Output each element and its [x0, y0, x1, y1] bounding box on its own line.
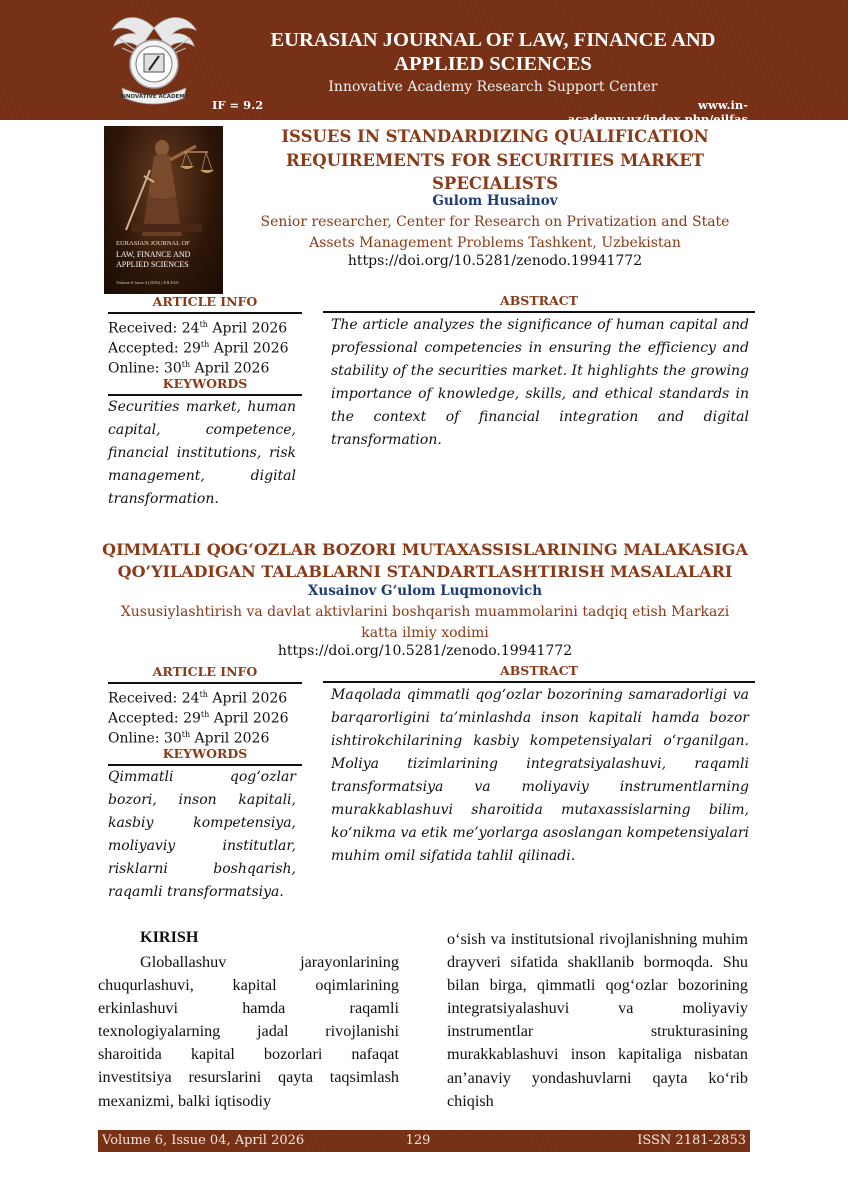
author-affiliation-uz: Xususiylashtirish va davlat aktivlarini boshqarish muammolarini tadqiq etish Markazi katta ilmiy xodimi — [120, 604, 730, 641]
footer-issn: ISSN 2181-2853 — [637, 1133, 746, 1148]
lady-justice-illustration — [104, 126, 223, 238]
svg-text:INNOVATIVE ACADEMY: INNOVATIVE ACADEMY — [119, 94, 189, 100]
page-number: 129 — [405, 1133, 431, 1148]
page-footer — [98, 1130, 750, 1152]
divider — [323, 311, 755, 313]
abstract-uz: Maqolada qimmatli qog‘ozlar bozorining samaradorligi va barqarorligini ta’minlashda inson kapitali hamda bozor ishtirokchilarining kasbiy kompetensiyalari o‘rganilgan. Moliya tizimlarining integratsiyalashuvi, raqamli transformatsiya va moliyaviy instrumentlarning murakkablashuvi sharoitida mutaxassislarning bilim, ko‘nikma va etik me’yorlarga asoslangan kompetensiyalari muhim omil sifatida tahlil qilinadi. — [331, 687, 749, 864]
abstract-label-uz: ABSTRACT — [500, 663, 578, 678]
journal-title: EURASIAN JOURNAL OF LAW, FINANCE AND APPLIED SCIENCES — [270, 29, 716, 75]
accepted-date-uz: Accepted: 29th April 2026 — [108, 710, 289, 727]
keywords-en: Securities market, human capital, competence, financial institutions, risk management, digital transformation. — [108, 399, 296, 507]
journal-website-link[interactable]: www.in-academy.uz/index.php/ejlfas — [567, 98, 748, 126]
body-column-right: o‘sish va institutsional rivojlanishning muhim drayveri sifatida shakllanib bormoqda. Shu bilan birga, qimmatli qog‘ozlar bozorining integratsiyalashuvi va moliyaviy instrumentlar strukturasining murakkablashuvi inson kapitaliga nisbatan an’anaviy yondashuvlarni qayta ko‘rib chiqish — [447, 930, 748, 1110]
publisher-name: Innovative Academy Research Support Center — [328, 79, 658, 95]
article-title-en: ISSUES IN STANDARDIZING QUALIFICATION REQUIREMENTS FOR SECURITIES MARKET SPECIALISTS — [281, 127, 709, 193]
journal-cover-image — [104, 126, 223, 294]
divider — [108, 312, 302, 314]
cover-journal-label: EURASIAN JOURNAL OF — [116, 240, 190, 247]
divider — [108, 682, 302, 684]
divider — [323, 681, 755, 683]
keywords-uz: Qimmatli qog‘ozlar bozori, inson kapitali, kasbiy kompetensiya, moliyaviy institutlar, risklarni boshqarish, raqamli transformatsiya. — [108, 769, 296, 900]
body-column-left: Globallashuv jarayonlarining chuqurlashuvi, kapital oqimlarining erkinlashuvi hamda raqamli texnologiyalarning jadal rivojlanishi sharoitida kapital bozorlari nafaqat investitsiya resurslarini qayta taqsimlash mexanizmi, balki iqtisodiy — [98, 953, 399, 1110]
author-affiliation-en: Senior researcher, Center for Research on Privatization and State Assets Management Problems Tashkent, Uzbekistan — [260, 214, 730, 251]
abstract-en: The article analyzes the significance of human capital and professional competencies in ensuring the efficiency and stability of the securities market. It highlights the growing importance of knowledge, skills, and ethical standards in the context of financial integration and digital transformation. — [331, 317, 749, 448]
online-date-uz: Online: 30th April 2026 — [108, 730, 270, 747]
impact-factor: IF = 9.2 — [212, 98, 264, 112]
author-name-en: Gulom Husainov — [432, 193, 558, 209]
section-heading-kirish: KIRISH — [140, 928, 199, 946]
doi-link-uz[interactable]: https://doi.org/10.5281/zenodo.19941772 — [277, 643, 573, 659]
received-date-uz: Received: 24th April 2026 — [108, 690, 288, 707]
received-date-en: Received: 24th April 2026 — [108, 320, 288, 337]
accepted-date-en: Accepted: 29th April 2026 — [108, 340, 289, 357]
author-name-uz: Xusainov G‘ulom Luqmonovich — [307, 583, 543, 599]
keywords-label-uz: KEYWORDS — [162, 746, 248, 761]
cover-volume: Volume 6 Issue 4 (2026) | EJLFAS — [116, 280, 179, 285]
doi-link-en[interactable]: https://doi.org/10.5281/zenodo.19941772 — [347, 253, 643, 269]
article-title-uz: QIMMATLI QOG‘OZLAR BOZORI MUTAXASSISLARINING MALAKASIGA QO‘YILADIGAN TALABLARNI STANDARTLASHTIRISH MASALALARI — [102, 540, 748, 581]
academy-logo — [108, 8, 200, 112]
article-info-label-uz: ARTICLE INFO — [152, 664, 258, 679]
journal-header — [0, 0, 848, 126]
article-info-label-en: ARTICLE INFO — [152, 294, 258, 309]
cover-title: LAW, FINANCE AND APPLIED SCIENCES — [116, 250, 191, 269]
footer-volume: Volume 6, Issue 04, April 2026 — [102, 1133, 305, 1148]
abstract-label-en: ABSTRACT — [500, 293, 578, 308]
online-date-en: Online: 30th April 2026 — [108, 360, 270, 377]
keywords-label-en: KEYWORDS — [162, 376, 248, 391]
